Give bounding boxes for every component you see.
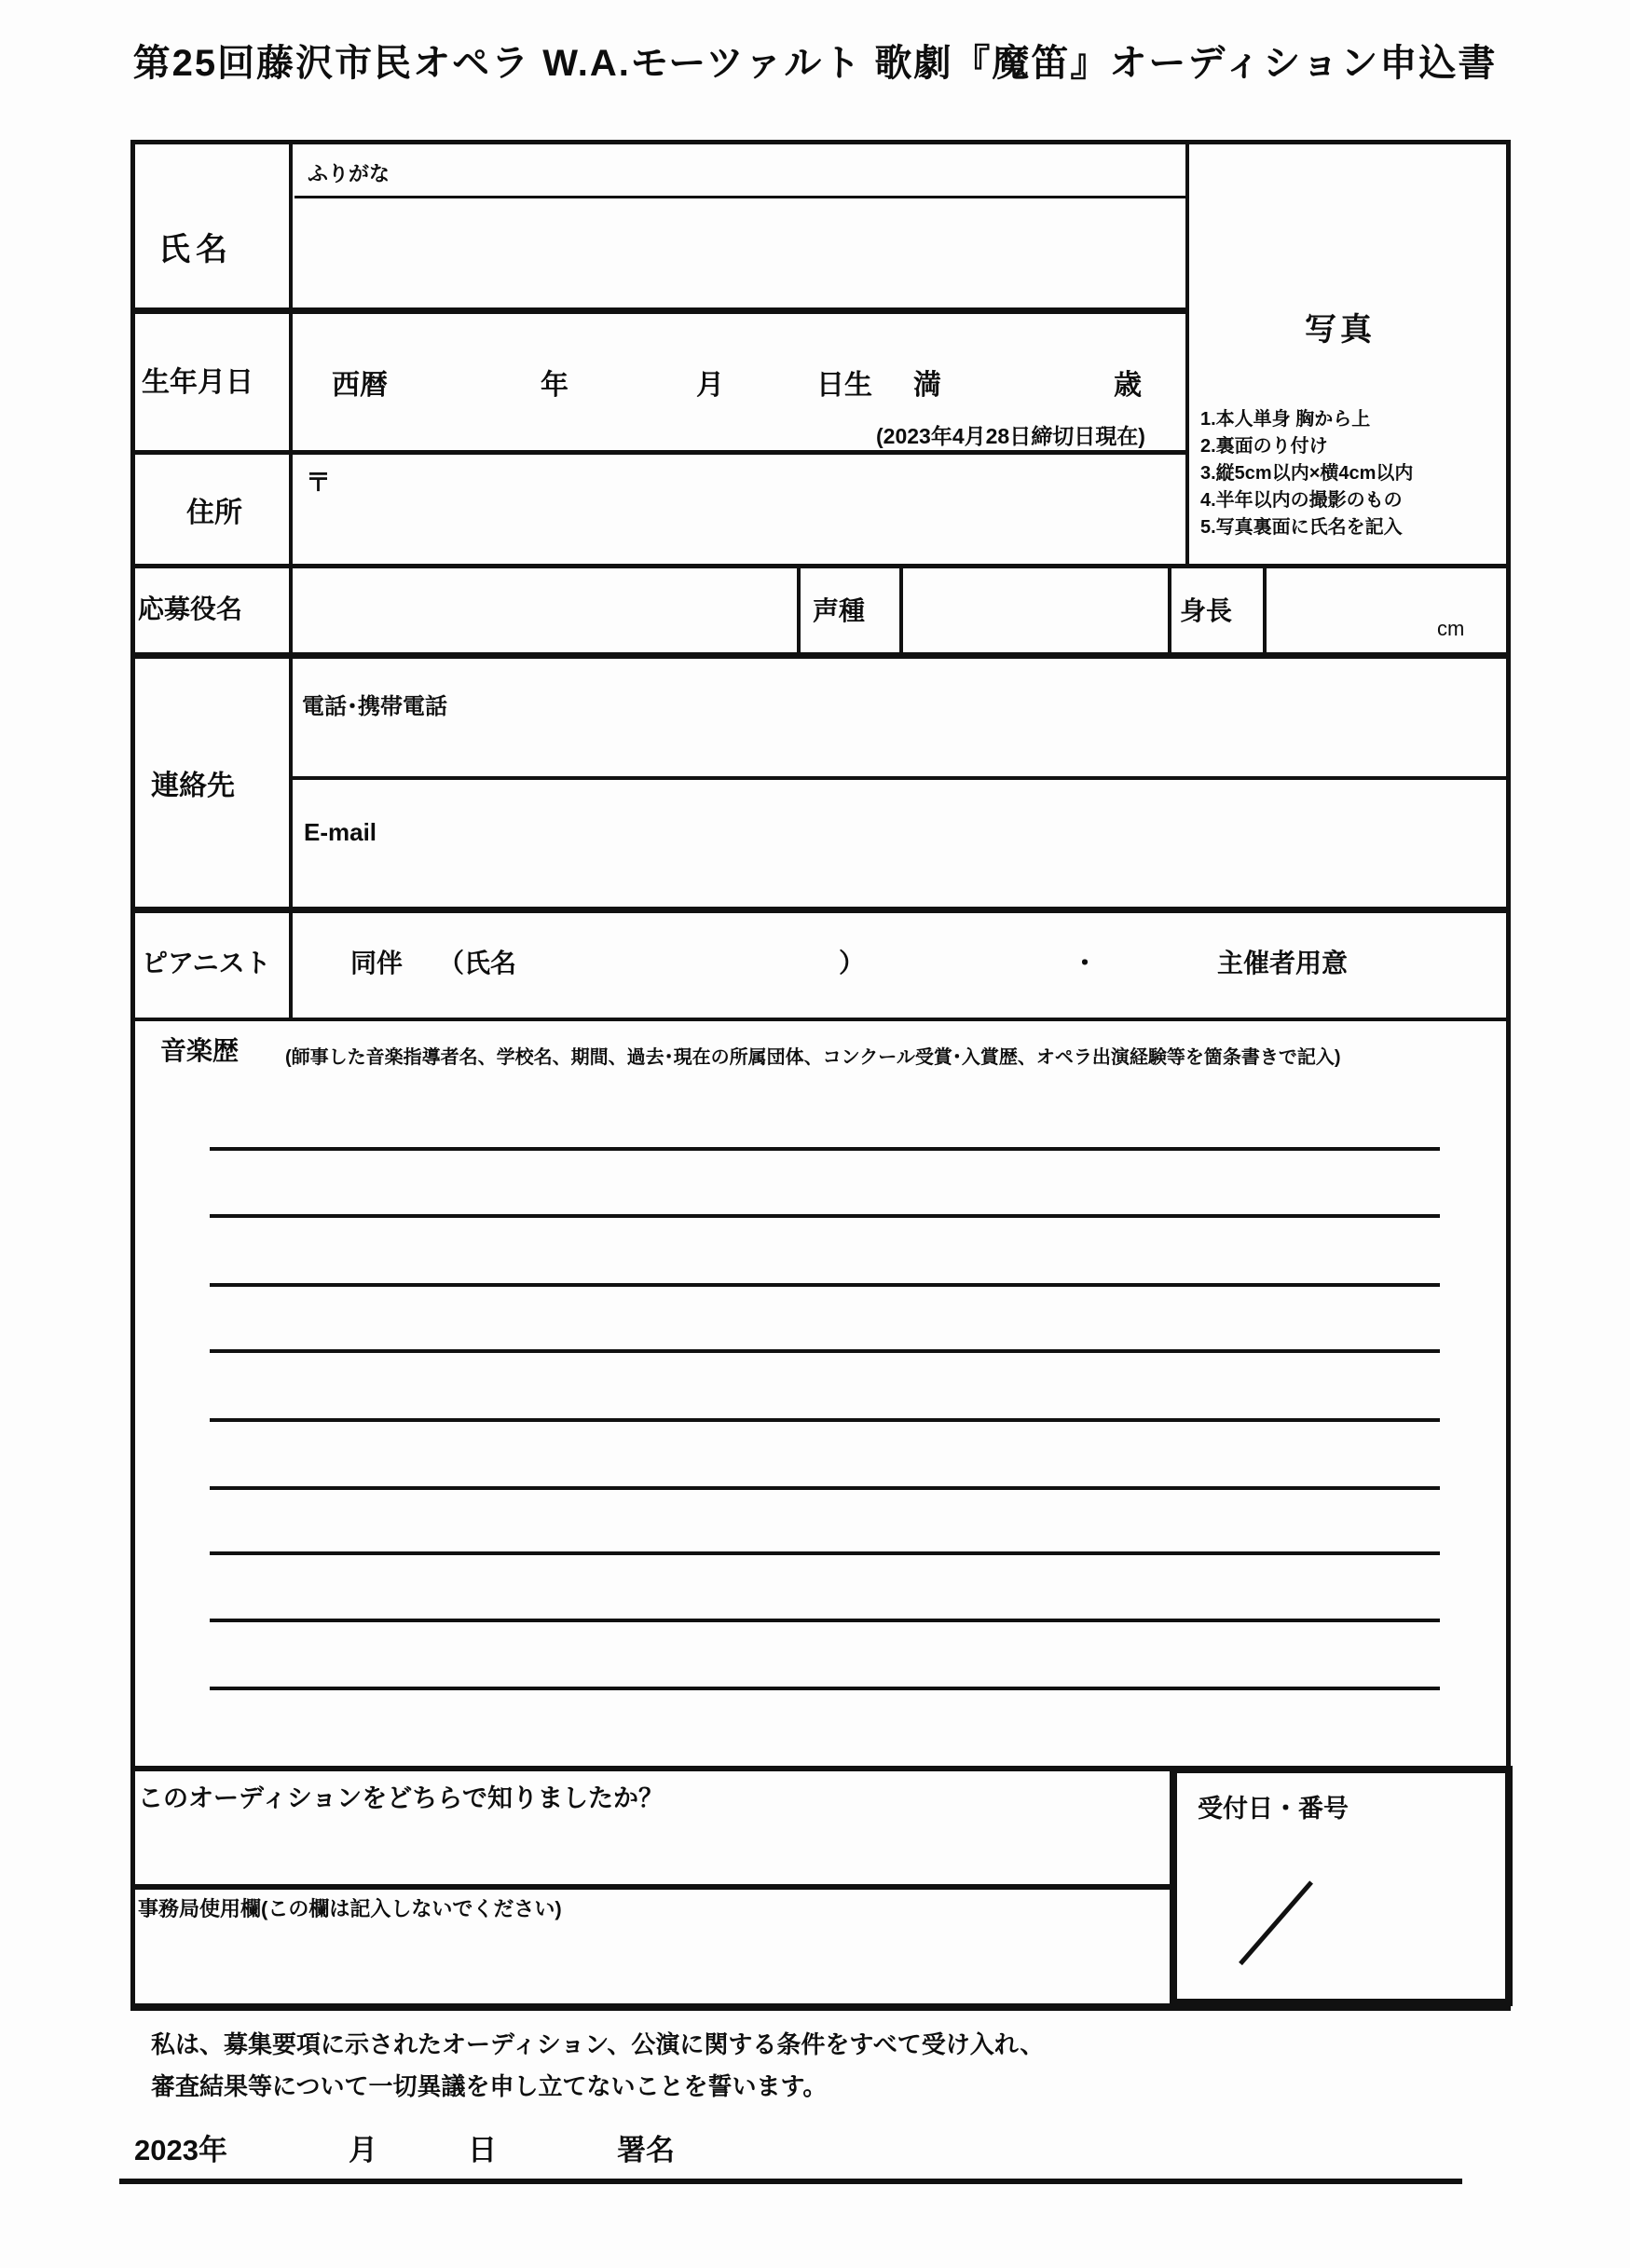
role-row-label: 応募役名 bbox=[138, 594, 243, 623]
contact-row-divider bbox=[130, 907, 1511, 913]
birth-day-input[interactable] bbox=[736, 345, 811, 410]
role-row-divider bbox=[130, 652, 1511, 659]
phone-label: 電話･携帯電話 bbox=[302, 694, 447, 719]
office-use-label: 事務局使用欄(この欄は記入しないでください) bbox=[138, 1897, 562, 1920]
address-row-label: 住所 bbox=[186, 498, 242, 528]
music-history-line[interactable] bbox=[210, 1687, 1440, 1690]
address-input-area[interactable] bbox=[345, 457, 1174, 559]
music-history-line[interactable] bbox=[210, 1147, 1440, 1151]
photo-instruction-item: 1.本人単身 胸から上 bbox=[1200, 409, 1371, 430]
email-input-area[interactable] bbox=[415, 785, 1500, 902]
music-history-line[interactable] bbox=[210, 1619, 1440, 1622]
birth-age-input[interactable] bbox=[955, 345, 1104, 410]
form-border-left bbox=[130, 140, 135, 2011]
signature-underline bbox=[119, 2179, 1462, 2184]
role-input-area[interactable] bbox=[298, 568, 792, 650]
pledge-line-1: 私は、募集要項に示されたオーディション、公演に関する条件をすべて受け入れ、 bbox=[151, 2030, 1045, 2058]
name-row-label: 氏名 bbox=[158, 232, 233, 267]
pianist-option-separator: ・ bbox=[1072, 949, 1099, 977]
music-history-note: (師事した音楽指導者名、学校名、期間、過去･現在の所属団体、コンクール受賞･入賞歴、オペラ出演経験等を箇条書きで記入) bbox=[285, 1047, 1341, 1068]
birth-month-input[interactable] bbox=[582, 345, 685, 410]
height-cell-left-border bbox=[1168, 564, 1171, 656]
height-label: 身長 bbox=[1180, 596, 1233, 625]
furigana-underline bbox=[294, 196, 1185, 198]
music-history-line[interactable] bbox=[210, 1214, 1440, 1218]
signature-day-input[interactable] bbox=[401, 2117, 462, 2173]
voice-type-label: 声種 bbox=[813, 596, 866, 625]
pledge-text bbox=[151, 2024, 1044, 2108]
voice-cell-right-border bbox=[899, 564, 903, 656]
birth-deadline-note: (2023年4月28日締切日現在) bbox=[876, 424, 1145, 448]
pianist-organizer-option: 主催者用意 bbox=[1217, 949, 1349, 977]
reception-label: 受付日・番号 bbox=[1198, 1795, 1349, 1823]
music-history-line[interactable] bbox=[210, 1551, 1440, 1555]
signature-month-input[interactable] bbox=[280, 2117, 341, 2173]
birth-era-label: 西暦 bbox=[332, 370, 388, 401]
office-use-area bbox=[138, 1924, 1163, 1999]
music-history-line[interactable] bbox=[210, 1486, 1440, 1490]
postal-mark: 〒 bbox=[306, 469, 331, 497]
pledge-line-2: 審査結果等について一切異議を申し立てないことを誓います。 bbox=[151, 2072, 828, 2100]
signature-year-label: 2023年 bbox=[134, 2134, 227, 2166]
phone-input-area[interactable] bbox=[494, 662, 1500, 772]
contact-row-label: 連絡先 bbox=[151, 771, 235, 801]
pianist-accompany-option: 同伴 bbox=[350, 949, 404, 977]
voice-cell-left-border bbox=[797, 564, 801, 656]
how-known-question: このオーディションをどちらで知りましたか？ bbox=[138, 1784, 664, 1812]
how-known-input-area[interactable] bbox=[140, 1817, 1165, 1879]
birth-year-input[interactable] bbox=[401, 345, 531, 410]
pianist-row-label: ピアニスト bbox=[142, 949, 271, 977]
form-title: 第25回藤沢市民オペラ W.A.モーツァルト 歌劇『魔笛』オーディション申込書 bbox=[132, 43, 1498, 84]
furigana-label: ふりがな bbox=[308, 162, 390, 185]
music-history-line[interactable] bbox=[210, 1418, 1440, 1422]
office-use-divider bbox=[130, 1884, 1170, 1890]
photo-instruction-item: 3.縦5cm以内×横4cm以内 bbox=[1200, 463, 1414, 484]
photo-paste-area[interactable] bbox=[1193, 147, 1502, 296]
photo-instruction-item: 4.半年以内の撮影のもの bbox=[1200, 490, 1403, 511]
email-label: E-mail bbox=[304, 818, 377, 846]
pianist-name-open-paren: （氏名 bbox=[438, 949, 517, 977]
photo-instructions bbox=[1200, 406, 1508, 541]
height-unit-label: cm bbox=[1437, 617, 1465, 640]
music-history-line[interactable] bbox=[210, 1349, 1440, 1353]
birth-day-suffix: 日生 bbox=[816, 370, 872, 401]
voice-type-input-area[interactable] bbox=[906, 568, 1165, 650]
label-column-divider bbox=[289, 140, 293, 1021]
furigana-input-area[interactable] bbox=[466, 151, 1174, 192]
birth-month-suffix: 月 bbox=[696, 370, 724, 401]
signature-day-label: 日 bbox=[468, 2134, 497, 2166]
music-history-label: 音楽歴 bbox=[160, 1036, 240, 1065]
signature-label: 署名 bbox=[617, 2134, 675, 2166]
signature-month-label: 月 bbox=[349, 2134, 377, 2166]
birth-year-suffix: 年 bbox=[541, 370, 568, 401]
photo-instruction-item: 5.写真裏面に氏名を記入 bbox=[1200, 517, 1403, 538]
pianist-name-input-area[interactable] bbox=[559, 922, 829, 1006]
photo-box-left-border bbox=[1185, 140, 1189, 567]
music-history-line[interactable] bbox=[210, 1283, 1440, 1287]
form-border-top bbox=[130, 140, 1511, 144]
signature-input-area[interactable] bbox=[708, 2111, 1454, 2173]
birth-row-label: 生年月日 bbox=[142, 367, 253, 398]
photo-instruction-item: 2.裏面のり付け bbox=[1200, 436, 1328, 457]
height-input-area[interactable] bbox=[1269, 568, 1428, 650]
birth-full-prefix: 満 bbox=[913, 370, 941, 401]
name-input-area[interactable] bbox=[298, 203, 1182, 304]
phone-email-divider bbox=[289, 776, 1511, 780]
reception-box bbox=[1170, 1766, 1513, 2006]
birth-age-suffix: 歳 bbox=[1114, 370, 1142, 401]
height-cell-right-border bbox=[1263, 564, 1267, 656]
photo-box-title: 写真 bbox=[1305, 312, 1376, 348]
pianist-name-close-paren: ） bbox=[839, 949, 866, 977]
pianist-row-divider bbox=[130, 1018, 1511, 1021]
